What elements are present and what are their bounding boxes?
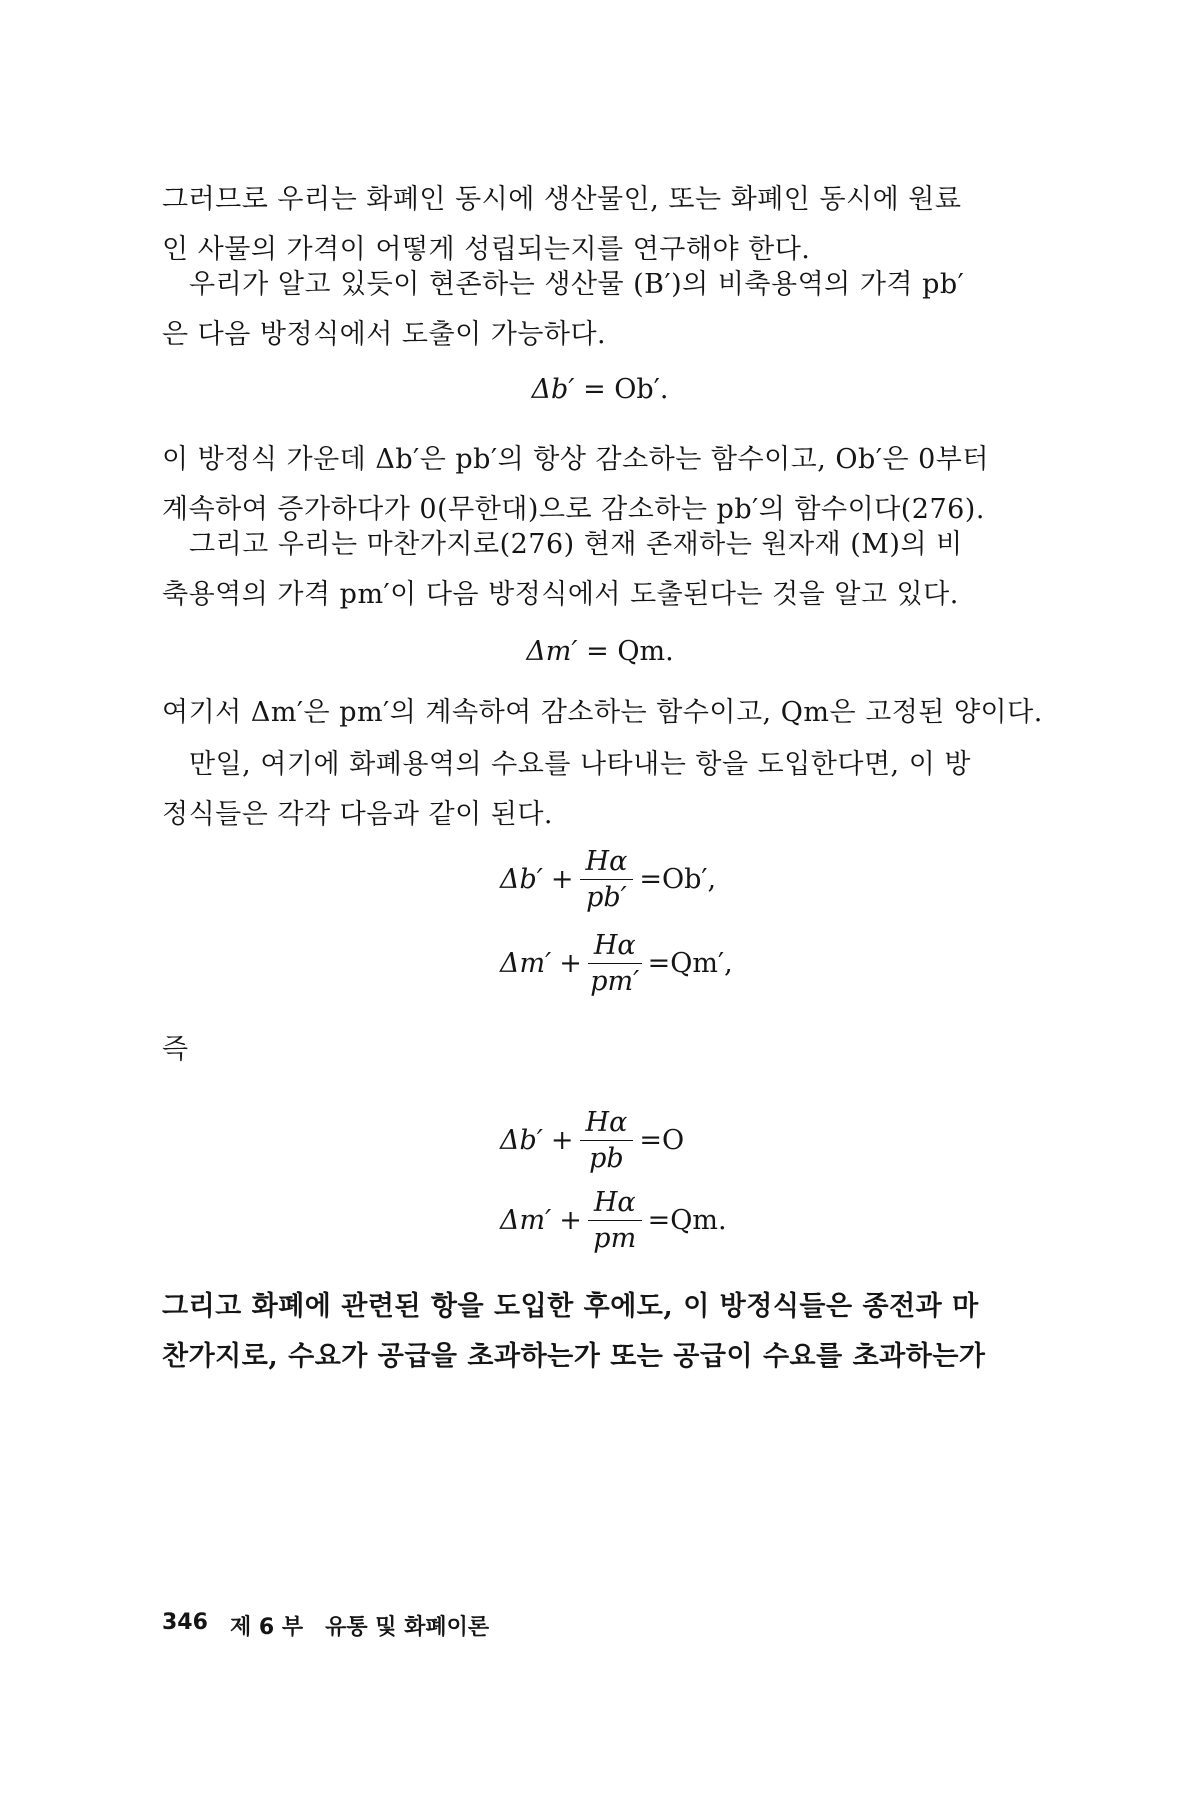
page-number: 346 bbox=[162, 1610, 208, 1635]
paragraph-8-line-2: 찬가지로, 수요가 공급을 초과하는가 또는 공급이 수요를 초과하는가 bbox=[162, 1341, 986, 1372]
equation-3-rhs: =Ob′, bbox=[639, 864, 717, 895]
equation-3 bbox=[500, 846, 716, 913]
equation-2-rhs: Qm. bbox=[617, 636, 674, 667]
footer-part: 제 6 부 bbox=[229, 1615, 304, 1640]
equation-2 bbox=[0, 634, 1200, 670]
equation-1-rhs: Ob′. bbox=[614, 374, 669, 405]
paragraph-5-line-1: 여기서 Δm′은 pm′의 계속하여 감소하는 함수이고, Qm은 고정된 양이다. bbox=[162, 697, 1043, 728]
equation-5-lhs: Δb′ bbox=[500, 1125, 543, 1156]
equation-4-numerator: Hα bbox=[588, 930, 642, 964]
equation-6-fraction bbox=[588, 1187, 642, 1254]
paragraph-7: 즉 bbox=[162, 1034, 189, 1065]
paragraph-4-line-2: 축용역의 가격 pm′이 다음 방정식에서 도출된다는 것을 알고 있다. bbox=[162, 579, 959, 610]
paragraph-6 bbox=[162, 740, 1040, 840]
equation-5-plus: + bbox=[550, 1125, 574, 1156]
paragraph-8 bbox=[162, 1282, 1040, 1382]
equation-1-operator: = bbox=[583, 374, 606, 405]
paragraph-6-line-2: 정식들은 각각 다음과 같이 된다. bbox=[162, 799, 553, 830]
equation-1-lhs: Δb′ bbox=[531, 374, 575, 405]
equation-3-plus: + bbox=[550, 864, 574, 895]
paragraph-6-line-1: 만일, 여기에 화폐용역의 수요를 나타내는 항을 도입한다면, 이 방 bbox=[189, 749, 971, 780]
equation-6-plus: + bbox=[559, 1205, 582, 1236]
paragraph-2 bbox=[162, 260, 1040, 360]
equation-5-rhs: =O bbox=[639, 1125, 685, 1156]
equation-6-rhs: =Qm. bbox=[647, 1205, 727, 1236]
equation-4-fraction bbox=[588, 930, 642, 997]
equation-2-operator: = bbox=[586, 636, 609, 667]
paragraph-1-line-2: 인 사물의 가격이 어떻게 성립되는지를 연구해야 한다. bbox=[162, 234, 811, 265]
equation-6-lhs: Δm′ bbox=[500, 1205, 552, 1236]
paragraph-2-line-2: 은 다음 방정식에서 도출이 가능하다. bbox=[162, 319, 607, 350]
page-footer bbox=[162, 1610, 489, 1641]
equation-4-lhs: Δm′ bbox=[500, 948, 552, 979]
paragraph-3-line-2: 계속하여 증가하다가 0(무한대)으로 감소하는 pb′의 함수이다(276). bbox=[162, 494, 985, 525]
equation-5-denominator: pb bbox=[589, 1143, 624, 1174]
equation-6-denominator: pm bbox=[593, 1223, 637, 1254]
equation-3-numerator: Hα bbox=[580, 846, 634, 880]
equation-3-lhs: Δb′ bbox=[500, 864, 543, 895]
footer-title: 유통 및 화폐이론 bbox=[325, 1615, 490, 1640]
equation-5-fraction bbox=[580, 1107, 634, 1174]
equation-3-denominator: pb′ bbox=[586, 882, 627, 913]
equation-6 bbox=[500, 1187, 727, 1254]
equation-4 bbox=[500, 930, 733, 997]
paragraph-1-line-1: 그러므로 우리는 화폐인 동시에 생산물인, 또는 화폐인 동시에 원료 bbox=[162, 184, 962, 215]
equation-3-fraction bbox=[580, 846, 634, 913]
equation-6-numerator: Hα bbox=[588, 1187, 642, 1221]
paragraph-5 bbox=[162, 688, 1043, 738]
paragraph-3-line-1: 이 방정식 가운데 Δb′은 pb′의 항상 감소하는 함수이고, Ob′은 0부터 bbox=[162, 444, 989, 475]
paragraph-4 bbox=[162, 520, 1040, 620]
equation-5-numerator: Hα bbox=[580, 1107, 634, 1141]
equation-4-rhs: =Qm′, bbox=[647, 948, 733, 979]
paragraph-2-line-1: 우리가 알고 있듯이 현존하는 생산물 (B′)의 비축용역의 가격 pb′ bbox=[189, 269, 965, 300]
equation-5 bbox=[500, 1107, 684, 1174]
equation-1 bbox=[0, 372, 1200, 408]
paragraph-8-line-1: 그리고 화폐에 관련된 항을 도입한 후에도, 이 방정식들은 종전과 마 bbox=[162, 1291, 979, 1322]
paragraph-4-line-1: 그리고 우리는 마찬가지로(276) 현재 존재하는 원자재 (M)의 비 bbox=[189, 529, 963, 560]
equation-2-lhs: Δm′ bbox=[526, 636, 578, 667]
equation-4-denominator: pm′ bbox=[590, 966, 640, 997]
equation-4-plus: + bbox=[559, 948, 582, 979]
